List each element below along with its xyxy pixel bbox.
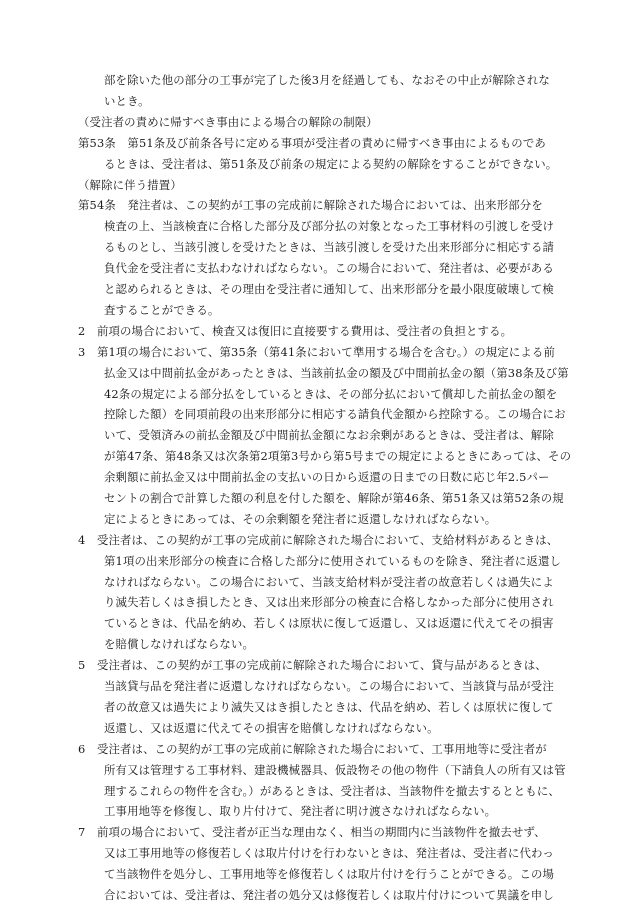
text-line: 者の故意又は過失により滅失又はき損したときは、代品を納め、若しくは原状に復して bbox=[104, 699, 554, 714]
text-line: いて、受領済みの前払金額及び中間前払金額になお余剰があるときは、受注者は、解除 bbox=[104, 428, 554, 443]
paragraph-2-line: 2 前項の場合において、検査又は復旧に直接要する費用は、受注者の負担とする。 bbox=[78, 323, 513, 338]
text-line: ているときは、代品を納め、若しくは原状に復して返還し、又は返還に代えてその損害 bbox=[104, 616, 554, 631]
section-heading: （解除に伴う措置） bbox=[78, 177, 182, 192]
text-line: セントの割合で計算した額の利息を付した額を、解除が第46条、第51条又は第52条の規 bbox=[104, 490, 564, 505]
text-line: るときは、受注者は、第51条及び前条の規定による契約の解除をすることができない。 bbox=[104, 156, 558, 171]
paragraph-6-line: 6 受注者は、この契約が工事の完成前に解除された場合において、工事用地等に受注者が bbox=[78, 741, 547, 756]
text-line: 査することができる。 bbox=[104, 302, 220, 317]
text-line: て当該物件を処分し、工事用地等を修復若しくは取片付けを行うことができる。この場 bbox=[104, 867, 555, 882]
text-line: 42条の規定による部分払をしているときは、その部分払において償却した前払金の額を bbox=[104, 386, 558, 401]
paragraph-3-line: 3 第1項の場合において、第35条（第41条において準用する場合を含む。）の規定による前 bbox=[78, 344, 556, 359]
text-line: 余剰額に前払金又は中間前払金の支払いの日から返還の日までの日数に応じ年2.5パー bbox=[104, 470, 550, 485]
paragraph-5-line: 5 受注者は、この契約が工事の完成前に解除された場合において、貸与品があるときは、 bbox=[78, 658, 547, 673]
article-54-line: 第54条 発注者は、この契約が工事の完成前に解除された場合においては、出来形部分を bbox=[78, 198, 543, 213]
text-line: 定によるときにあっては、その余剰額を発注者に返還しなければならない。 bbox=[104, 511, 497, 526]
text-line: 第1項の出来形部分の検査に合格した部分に使用されているものを除き、発注者に返還し bbox=[104, 553, 562, 568]
text-line: り滅失若しくはき損したとき、又は出来形部分の検査に合格しなかった部分に使用され bbox=[104, 595, 554, 610]
paragraph-7-line: 7 前項の場合において、受注者が正当な理由なく、相当の期間内に当該物件を撤去せず、 bbox=[78, 825, 546, 840]
article-53-line: 第53条 第51条及び前条各号に定める事項が受注者の責めに帰すべき事由によるものであ bbox=[78, 135, 546, 150]
text-line: 工事用地等を修復し、取り片付けて、発注者に明け渡さなければならない。 bbox=[104, 804, 497, 819]
text-line: 合においては、受注者は、発注者の処分又は修復若しくは取片付けについて異議を申し bbox=[104, 888, 554, 902]
text-line: と認められるときは、その理由を受注者に通知して、出来形部分を最小限度破壊して検 bbox=[104, 282, 554, 296]
text-line: いとき。 bbox=[104, 93, 150, 108]
text-line: 控除した額）を同項前段の出来形部分に相応する請負代金額から控除する。この場合にお bbox=[104, 407, 566, 422]
text-line: が第47条、第48条又は次条第2項第3号から第5号までの規定によるときにあっては、その bbox=[104, 449, 572, 464]
text-line: 又は工事用地等の修復若しくは取片付けを行わないときは、発注者は、受注者に代わっ bbox=[104, 846, 554, 861]
text-line: 部を除いた他の部分の工事が完了した後3月を経過しても、なおその中止が解除されな bbox=[104, 73, 550, 87]
text-line: 理するこれらの物件を含む。）があるときは、受注者は、当該物件を撤去するとともに、 bbox=[104, 783, 560, 798]
text-line: るものとし、当該引渡しを受けたときは、当該引渡しを受けた出来形部分に相応する請 bbox=[104, 240, 555, 255]
text-line: 所有又は管理する工事材料、建設機械器具、仮設物その他の物件（下請負人の所有又は管 bbox=[104, 762, 566, 777]
text-line: なければならない。この場合において、当該支給材料が受注者の故意若しくは過失によ bbox=[104, 574, 554, 589]
text-line: 払金又は中間前払金があったときは、当該前払金の額及び中間前払金の額（第38条及び第 bbox=[104, 365, 569, 380]
paragraph-4-line: 4 受注者は、この契約が工事の完成前に解除された場合において、支給材料があるときは、 bbox=[78, 532, 559, 547]
text-line: を賠償しなければならない。 bbox=[104, 637, 255, 652]
text-line: 検査の上、当該検査に合格した部分及び部分払の対象となった工事材料の引渡しを受け bbox=[104, 219, 555, 234]
text-line: 当該貸与品を発注者に返還しなければならない。この場合において、当該貸与品が受注 bbox=[104, 679, 554, 693]
section-heading: （受注者の責めに帰すべき事由による場合の解除の制限） bbox=[78, 114, 378, 129]
text-line: 負代金を受注者に支払わなければならない。この場合において、発注者は、必要がある bbox=[104, 261, 554, 276]
text-line: 返還し、又は返還に代えてその損害を賠償しなければならない。 bbox=[104, 720, 439, 735]
